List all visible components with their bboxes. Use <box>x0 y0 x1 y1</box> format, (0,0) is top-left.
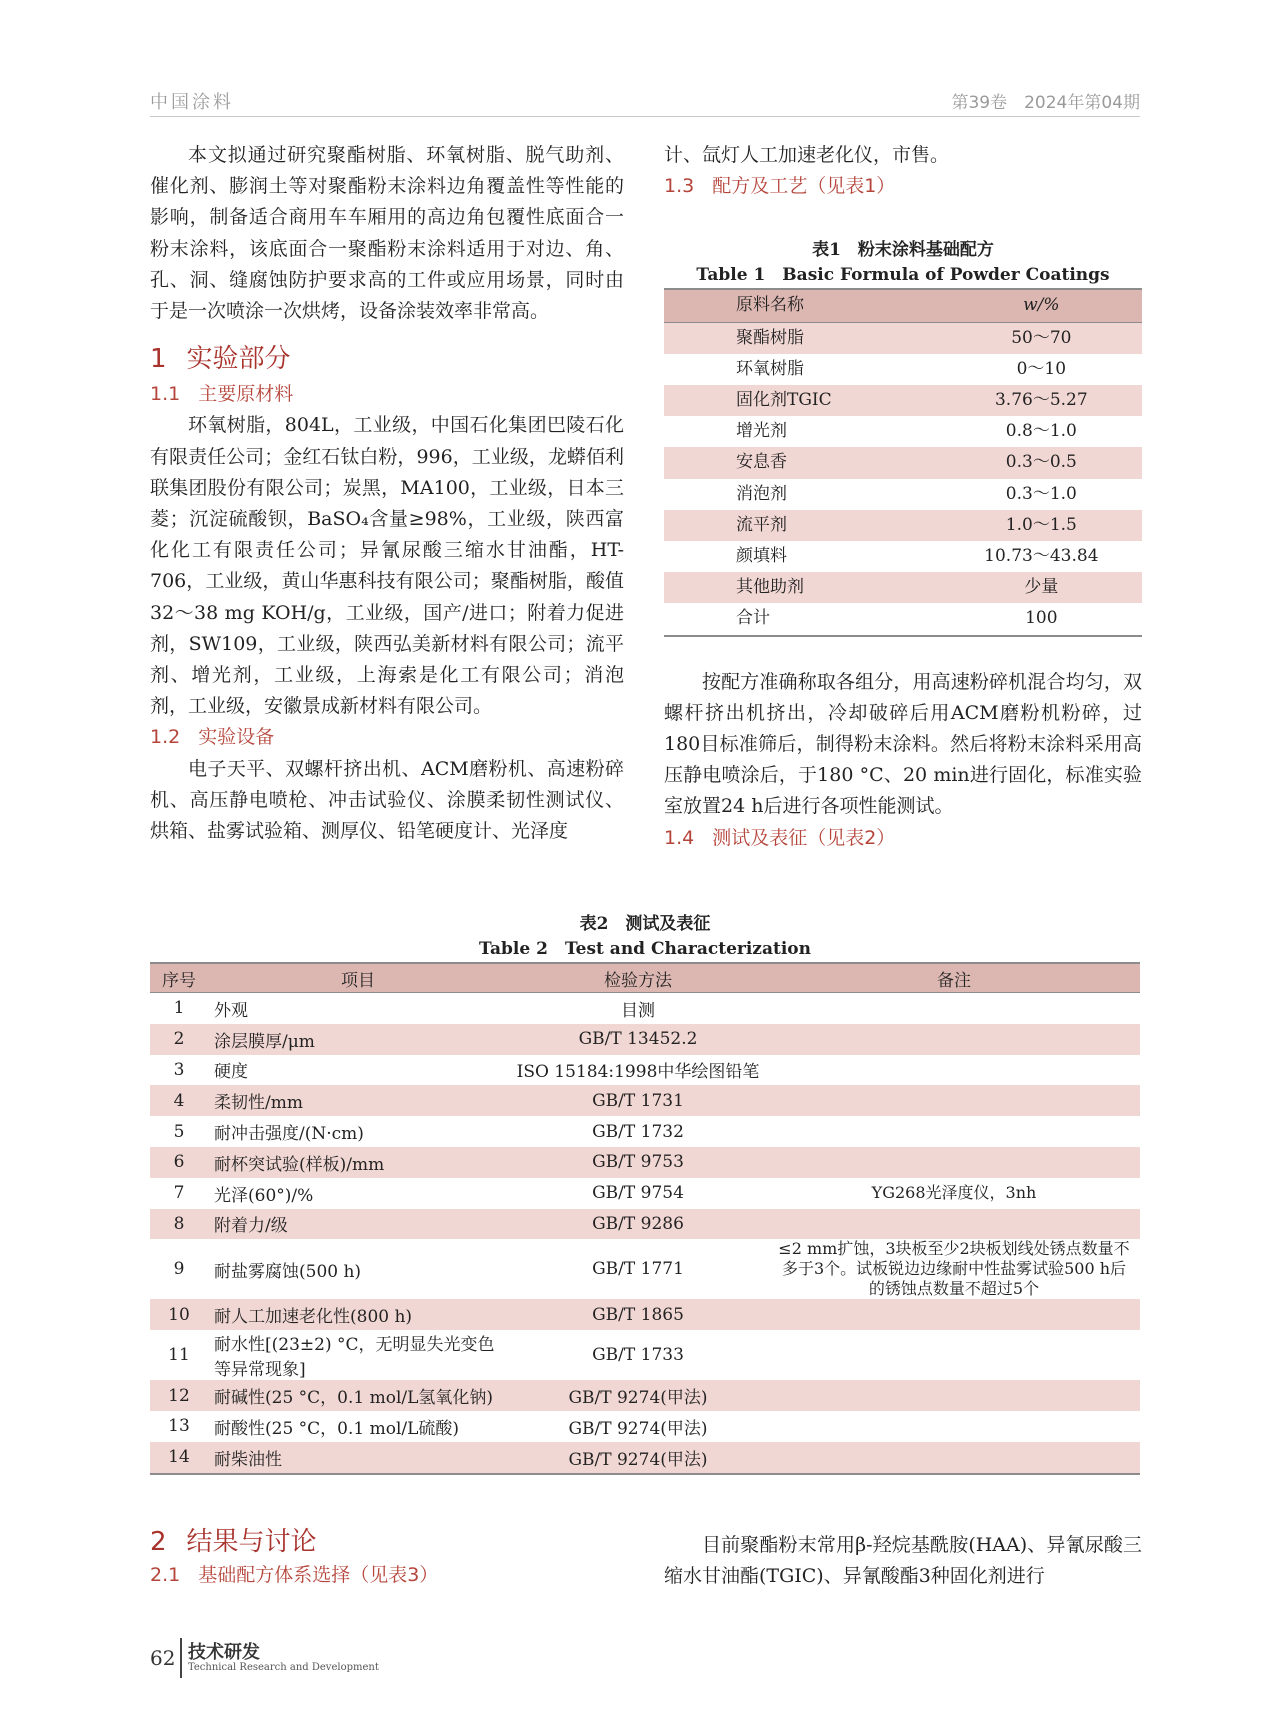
table2-row <box>150 1055 1140 1086</box>
section-number: 2.1 <box>150 1564 181 1586</box>
table2-cell-item: 外观 <box>214 1000 248 1021</box>
table2-cell-method: GB/T 1732 <box>592 1121 684 1142</box>
table2-cell-method: GB/T 9286 <box>508 1209 768 1240</box>
footer-section-cn: 技术研发 <box>188 1642 260 1663</box>
bottom-right <box>664 1530 1142 1592</box>
table2-cell-item: 光泽(60°)/% <box>214 1185 314 1206</box>
table2-cell-index: 13 <box>168 1416 190 1437</box>
table2-cell-item: 硬度 <box>214 1062 248 1083</box>
page-number: 62 <box>150 1646 176 1670</box>
section-title: 结果与讨论 <box>186 1527 317 1557</box>
table2-cell-index: 3 <box>173 1059 185 1080</box>
section-1-heading <box>150 341 624 377</box>
curing-agent-paragraph: 目前聚酯粉末常用β-羟烷基酰胺(HAA)、异氰尿酸三缩水甘油酯(TGIC)、异氰酸酯3种固化剂进行 <box>664 1534 1142 1588</box>
table2-cell-item: 耐酸性(25 °C，0.1 mol/L硫酸) <box>214 1418 460 1439</box>
section-1-4-heading <box>664 823 1142 854</box>
table2-row <box>150 1209 1140 1240</box>
table2-cell-index: 14 <box>150 1442 208 1474</box>
table2-cell-item: 耐人工加速老化性(800 h) <box>208 1299 508 1330</box>
table1-cell-material: 安息香 <box>664 447 941 478</box>
section-1-1-heading <box>150 379 624 410</box>
table1-row <box>664 447 1142 478</box>
table1-cell-material: 增光剂 <box>736 421 787 442</box>
process-paragraph: 按配方准确称取各组分，用高速粉碎机混合均匀，双螺杆挤出机挤出，冷却破碎后用ACM磨粉机粉碎，过180目标准筛后，制得粉末涂料。然后将粉末涂料采用高压静电喷涂后，于180 °C、20 min进行固化，标准实验室放置24 h后进行各项性能测试。 <box>664 670 1142 818</box>
table2-row <box>150 1147 1140 1178</box>
table2-col-method: 检验方法 <box>508 963 768 993</box>
table2-cell-note <box>768 993 1140 1024</box>
table2-cell-index: 9 <box>173 1259 185 1280</box>
table2-cell-note: YG268光泽度仪，3nh <box>871 1183 1037 1203</box>
table2-cell-method: 目测 <box>621 1000 655 1021</box>
table2-cell-method: GB/T 9754 <box>592 1183 684 1204</box>
materials-paragraph: 环氧树脂，804L，工业级，中国石化集团巴陵石化有限责任公司；金红石钛白粉，996，工业级，龙蟒佰利联集团股份有限公司；炭黑，MA100，工业级，日本三菱；沉淀硫酸钡，BaSO₄含量≥98%，工业级，陕西富化化工有限责任公司；异氰尿酸三缩水甘油酯，HT-706，工业级，黄山华惠科技有限公司；聚酯树脂，酸值32～38 mg KOH/g，工业级，国产/进口；附着力促进剂，SW109，工业级，陕西弘美新材料有限公司；流平剂、增光剂，工业级，上海索是化工有限公司；消泡剂，工业级，安徽景成新材料有限公司。 <box>150 414 624 718</box>
table2-row <box>150 1178 1140 1209</box>
table2-cell-index: 2 <box>150 1024 208 1055</box>
table2-cell-note <box>768 1055 1140 1086</box>
left-column <box>150 140 624 847</box>
table2-cell-item: 附着力/级 <box>208 1209 508 1240</box>
table1-cell-fraction: 0.8～1.0 <box>1005 421 1077 442</box>
table1-cell-material: 环氧树脂 <box>736 358 804 379</box>
table2-row <box>150 1116 1140 1147</box>
table2-cell-item: 耐水性[(23±2) °C，无明显失光变色等异常现象] <box>214 1335 495 1381</box>
table2-cell-item: 耐冲击强度/(N·cm) <box>214 1124 364 1145</box>
table2-col-note: 备注 <box>768 963 1140 993</box>
table2-caption-cn: 表2 测试及表征 <box>579 914 711 934</box>
table2-col-item: 项目 <box>208 963 508 993</box>
table1-cell-material: 聚酯树脂 <box>664 322 941 354</box>
issue-info: 第39卷 2024年第04期 <box>951 93 1140 113</box>
table1-cell-material: 其他助剂 <box>664 572 941 603</box>
section-2-heading <box>150 1524 624 1560</box>
table2-header-row <box>150 963 1140 993</box>
table2-cell-note <box>768 1209 1140 1240</box>
table2-cell-method: GB/T 1865 <box>508 1299 768 1330</box>
table2-cell-index: 4 <box>150 1085 208 1116</box>
table2-cell-method: GB/T 1733 <box>592 1345 684 1366</box>
table2-cell-note <box>768 1116 1140 1147</box>
table2-cell-note <box>768 1380 1140 1411</box>
table2-cell-item: 耐杯突试验(样板)/mm <box>208 1147 508 1178</box>
section-title: 主要原材料 <box>198 383 294 406</box>
table2-row <box>150 1411 1140 1442</box>
table2-cell-note: ≤2 mm扩蚀，3块板至少2块板划线处锈点数量不多于3个。试板锐边边缘耐中性盐雾试验500 h后的锈蚀点数量不超过5个 <box>778 1239 1130 1299</box>
table2-cell-note <box>768 1411 1140 1442</box>
table1-cell-fraction: 0～10 <box>1016 358 1067 379</box>
section-number: 2 <box>150 1527 167 1557</box>
table1-cell-fraction: 少量 <box>941 572 1142 603</box>
table2-cell-method: GB/T 1731 <box>508 1085 768 1116</box>
table1-row <box>664 416 1142 447</box>
footer-section-en: Technical Research and Development <box>188 1662 379 1673</box>
table2-cell-note <box>768 1085 1140 1116</box>
running-header <box>150 92 1140 117</box>
equipment-continuation: 计、氙灯人工加速老化仪，市售。 <box>664 144 950 166</box>
table1-cell-fraction: 1.0～1.5 <box>941 510 1142 541</box>
table1-cell-fraction: 3.76～5.27 <box>941 385 1142 416</box>
section-1-2-heading <box>150 722 624 753</box>
table2-cell-index: 6 <box>150 1147 208 1178</box>
table2-cell-item: 耐盐雾腐蚀(500 h) <box>214 1261 362 1282</box>
table2-cell-method: GB/T 9274(甲法) <box>508 1380 768 1411</box>
table1-row <box>664 572 1142 603</box>
journal-name: 中国涂料 <box>150 92 234 113</box>
table2-cell-index: 10 <box>150 1299 208 1330</box>
table2-cell-item: 耐柴油性 <box>208 1442 508 1474</box>
table1-row <box>664 322 1142 354</box>
table1-cell-fraction: 50～70 <box>941 322 1142 354</box>
right-column <box>664 140 1142 854</box>
table2-row <box>150 1330 1140 1380</box>
footer-divider <box>180 1638 182 1678</box>
table2-cell-index: 11 <box>168 1345 190 1366</box>
table2-cell-method: GB/T 9274(甲法) <box>568 1418 708 1439</box>
table1-cell-material: 合计 <box>664 603 941 635</box>
intro-paragraph: 本文拟通过研究聚酯树脂、环氧树脂、脱气助剂、催化剂、膨润土等对聚酯粉末涂料边角覆盖性等性能的影响，制备适合商用车车厢用的高边角包覆性底面合一粉末涂料，该底面合一聚酯粉末涂料适用于对边、角、孔、洞、缝腐蚀防护要求高的工件或应用场景，同时由于是一次喷涂一次烘烤，设备涂装效率非常高。 <box>150 144 624 323</box>
table2-cell-method: GB/T 9753 <box>508 1147 768 1178</box>
table2-cell-item: 耐碱性(25 °C，0.1 mol/L氢氧化钠) <box>208 1380 508 1411</box>
table2-cell-index: 8 <box>150 1209 208 1240</box>
table1-row <box>664 541 1142 572</box>
table1-cell-fraction: 10.73～43.84 <box>984 546 1099 567</box>
table1-row <box>664 385 1142 416</box>
table2-cell-note <box>768 1330 1140 1380</box>
table1-caption-cn: 表1 粉末涂料基础配方 <box>812 240 994 261</box>
table2-col-index: 序号 <box>150 963 208 993</box>
table1-cell-fraction: 100 <box>941 603 1142 635</box>
section-number: 1.1 <box>150 383 181 406</box>
table1-col-material: 原料名称 <box>664 289 941 322</box>
bottom-left <box>150 1524 624 1591</box>
section-title: 实验设备 <box>198 726 275 749</box>
section-title: 实验部分 <box>186 344 291 375</box>
table2-row <box>150 1442 1140 1474</box>
table1-cell-material: 流平剂 <box>664 510 941 541</box>
table2-cell-method: GB/T 1771 <box>592 1259 684 1280</box>
section-number: 1.4 <box>664 826 695 849</box>
table2-cell-note <box>768 1024 1140 1055</box>
section-number: 1.3 <box>664 175 695 198</box>
table2-cell-item: 柔韧性/mm <box>208 1085 508 1116</box>
table1-header-row <box>664 289 1142 322</box>
table2-row <box>150 1085 1140 1116</box>
table1-cell-material: 消泡剂 <box>736 483 787 504</box>
table1-cell-fraction: 0.3～1.0 <box>1005 483 1077 504</box>
section-number: 1 <box>150 344 167 375</box>
section-number: 1.2 <box>150 726 181 749</box>
table2-test-characterization <box>150 962 1140 1475</box>
table1-cell-material: 固化剂TGIC <box>664 385 941 416</box>
table2-row <box>150 1380 1140 1411</box>
table2-caption-en: Table 2 Test and Characterization <box>479 939 811 959</box>
table2-cell-note <box>768 1442 1140 1474</box>
table2-cell-index: 7 <box>173 1183 185 1204</box>
table2-cell-note <box>768 1147 1140 1178</box>
table2-row <box>150 1239 1140 1299</box>
table1-col-fraction: w/% <box>941 289 1142 322</box>
table2-cell-item: 涂层膜厚/μm <box>208 1024 508 1055</box>
table2-row <box>150 1024 1140 1055</box>
table2-cell-index: 1 <box>173 998 185 1019</box>
table2-cell-method: GB/T 9274(甲法) <box>508 1442 768 1474</box>
section-2-1-heading <box>150 1560 624 1591</box>
table2-row <box>150 1299 1140 1330</box>
table1-row <box>664 510 1142 541</box>
table1-row <box>664 479 1142 510</box>
section-1-3-heading <box>664 171 1142 202</box>
section-title: 配方及工艺（见表1） <box>712 175 896 198</box>
table1-cell-fraction: 0.3～0.5 <box>941 447 1142 478</box>
section-title: 基础配方体系选择（见表3） <box>198 1564 439 1586</box>
table1-row <box>664 603 1142 635</box>
section-title: 测试及表征（见表2） <box>712 826 896 849</box>
table2-cell-method: GB/T 13452.2 <box>508 1024 768 1055</box>
table1-caption-en: Table 1 Basic Formula of Powder Coatings <box>696 265 1110 286</box>
table2-cell-note <box>768 1299 1140 1330</box>
table2-block <box>150 912 1140 1475</box>
table1-row <box>664 354 1142 385</box>
table2-cell-method: ISO 15184:1998中华绘图铅笔 <box>516 1062 760 1083</box>
table2-cell-index: 5 <box>173 1121 185 1142</box>
table2-body <box>150 993 1140 1474</box>
table1-cell-material: 颜填料 <box>736 546 787 567</box>
table2-cell-index: 12 <box>150 1380 208 1411</box>
table2-row <box>150 993 1140 1024</box>
table1-basic-formula <box>664 288 1142 636</box>
table1-body <box>664 322 1142 636</box>
equipment-paragraph: 电子天平、双螺杆挤出机、ACM磨粉机、高速粉碎机、高压静电喷枪、冲击试验仪、涂膜柔韧性测试仪、烘箱、盐雾试验箱、测厚仪、铅笔硬度计、光泽度 <box>150 757 624 843</box>
